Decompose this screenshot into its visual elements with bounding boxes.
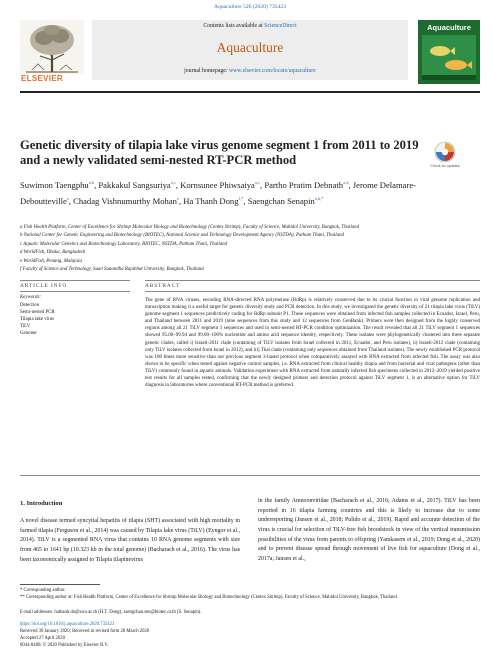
keyword: Tilapia lake virus	[20, 317, 55, 322]
affiliation: a Fish Health Platform, Center of Excellence for Shrimp Molecular Biology and Biotechnology (Centex Shrimp), Faculty of Science, Mahidol University, Bangkok, Thailand	[20, 225, 360, 230]
affiliation: d WorldFish, Dhaka, Bangladesh	[20, 250, 86, 256]
author-list	[20, 176, 460, 208]
keyword-list	[20, 302, 55, 337]
affiliation: f Faculty of Science and Technology, Suan Sunandha Rajabhat University, Bangkok, Thailand	[20, 267, 204, 273]
header-rule	[20, 91, 480, 93]
received-dates: Received 30 January 2020; Received in revised form 28 March 2020	[20, 629, 150, 634]
footnote-corresponding: * Corresponding author.	[20, 588, 66, 593]
publisher-wordmark: ELSEVIER	[21, 74, 63, 83]
keyword: Semi-nested PCR	[20, 310, 55, 315]
article-title: Genetic diversity of tilapia lake virus genome segment 1 from 2011 to 2019 and a newly validated semi-nested RT-PCR method	[20, 138, 419, 167]
author[interactable]: Saengchan Senapin$^{a,b,*}$	[247, 195, 324, 206]
journal-masthead	[20, 20, 480, 84]
article-info-rule-top	[20, 280, 130, 281]
abstract-rule	[145, 291, 480, 292]
crossmark-badge[interactable]	[430, 140, 460, 174]
journal-title: Aquaculture	[216, 40, 284, 55]
homepage-line	[92, 68, 408, 74]
abstract-heading: ABSTRACT	[145, 283, 181, 289]
footnote-rule	[20, 584, 100, 585]
accepted-date: Accepted 27 April 2020	[20, 636, 65, 641]
homepage-prefix: journal homepage:	[184, 68, 229, 74]
cover-title: Aquaculture	[427, 23, 471, 32]
keywords-label: Keywords:	[20, 295, 42, 300]
abstract-rule-top	[145, 280, 480, 281]
affiliation: c Aquatic Molecular Genetics and Biotechnology Laboratory, BIOTEC, NSTDA, Pathum Thani, Thailand	[20, 241, 228, 247]
journal-info-box	[92, 20, 408, 80]
footnote-corresponding-address: ** Corresponding author at: Fish Health Platform, Center of Excellence for Shrimp Molecular Biology and Biotechnology (Centex Shrimp), Faculty of Science, Mahidol University, Bangkok, Thailand.	[20, 595, 398, 600]
article-info-heading: ARTICLE INFO	[20, 283, 68, 289]
keyword: Genome	[20, 331, 37, 336]
introduction-right-column: in the family Amnoonviridae (Bacharach et al., 2016; Adams et al., 2017). TiLV has been reported in 16 tilapia farming countries and this is likely to increase due to some underreporting (Jansen et al., 2018; Pulido et al., 2019). Rapid and accurate detection of the virus is crucial for selection of TiLV-free fish broodstock in view of the vertical transmission possibilities of the virus from parents to offspring (Yamkasem et al., 2019; Dong et al., 2020) and to prevent disease spread through movement of live fish for aquaculture (Dong et al., 2017a; Jansen et al.,	[258, 498, 480, 562]
author[interactable]: Suwimon Taengphu$^{a,b}$,	[20, 179, 97, 190]
affiliation-list	[20, 224, 460, 274]
author[interactable]: Kornsunee Phiwsaiya$^{a,c}$,	[180, 179, 263, 190]
homepage-link[interactable]: www.elsevier.com/locate/aquaculture	[228, 68, 316, 74]
author[interactable]: Ha Thanh Dong$^{f,*}$,	[183, 195, 246, 206]
check-for-updates-icon	[430, 140, 460, 174]
abstract-bottom-rule	[20, 475, 480, 476]
footnote-emails: E-mail addresses: hathanh.do@ssru.ac.th (H.T. Dong), saengchan.sen@biotec.or.th (S. Senapin).	[20, 610, 202, 615]
contents-prefix: Contents lists available at	[203, 23, 265, 29]
affiliation: b National Center for Genetic Engineering and Biotechnology (BIOTEC), National Science and Technology Development Agency (NSTDA), Pathum Thani, Thailand	[20, 233, 344, 239]
cover-art-icon	[422, 35, 476, 80]
author[interactable]: Jerome Delamare-Deboutteville$^e$,	[20, 179, 417, 206]
journal-cover-thumbnail	[418, 20, 480, 84]
contents-line	[92, 23, 408, 29]
author[interactable]: Chadag Vishnumurthy Mohan$^e$,	[73, 195, 182, 206]
author[interactable]: Partho Pratim Debnath$^{a,d}$,	[264, 179, 351, 190]
sciencedirect-link[interactable]: ScienceDirect	[264, 23, 297, 29]
journal-citation[interactable]: Aquaculture 526 (2020) 735423	[214, 4, 286, 10]
keyword: Detection	[20, 303, 40, 308]
affiliation: e WorldFish, Penang, Malaysia	[20, 258, 82, 264]
author[interactable]: Pakkakul Sangsuriya$^{a,c}$,	[98, 179, 179, 190]
issn-copyright: 0044-8486/ © 2020 Published by Elsevier B.V.	[20, 643, 109, 648]
doi-link[interactable]: https://doi.org/10.1016/j.aquaculture.2020.735423	[20, 622, 115, 627]
elsevier-tree-icon	[20, 20, 84, 74]
crossmark-label: Check for updates	[430, 164, 460, 168]
keyword: TiLV	[20, 324, 31, 329]
introduction-heading: 1. Introduction	[20, 500, 63, 507]
abstract-text: The gene of RNA viruses, encoding RNA-directed RNA polymerase (RdRp) is relatively conserved due to its crucial function in viral genome replication and transcription making it a useful target for genetic diversity study and PCR detection. In this study, we investigated the genetic diversity of 21 tilapia lake virus (TiLV) genome segment 1 sequences predictively coding for RdRp subunit P1. These sequences were obtained from infected fish samples collected in Ecuador, Israel, Peru, and Thailand between 2011 and 2019 (nine sequences from this study and 12 sequences from GenBank). Primers were then designed from the highly conserved regions among all 21 TiLV segment 1 sequences and used in semi-nested RT-PCR condition optimization. The result revealed that all 21 TiLV segment 1 sequences showed 95.00–99.94 and 99.00–100% nucleotide and amino acid sequence identity, respectively. These isolates were phylogenetically clustered into three separate genetic clades, called i) Israeli-2011 clade (containing of TiLV isolates from Israel collected in 2011, Ecuador, and Peru isolates), ii) Israeli-2012 clade (containing only TiLV isolates collected from Israel in 2012), and iii) Thai clade (containing only sequences obtained from Thailand isolates). The newly established PCR protocol was 100 times more sensitive than our previous segment 3-based protocol when comparatively assayed with RNA extracted from infected fish. The assay was also shown to be specific when tested against negative control samples, i.e. RNA extracted from clinical healthy tilapia and from bacterial and viral pathogens (other than TiLV) commonly found in aquatic animals. Validation experiment with RNA extracted from naturally infected fish specimens collected in 2013–2019 yielded positive test results for all samples tested, confirming that the newly designed primers and detection protocol against TiLV segment 1, is an alternative option for TiLV diagnosis in laboratories where conventional RT-PCR method is preferred.	[145, 298, 480, 389]
article-info-rule	[20, 291, 130, 292]
introduction-left-column: A novel disease termed syncytial hepatitis of tilapia (SHT) associated with high mortality in farmed tilapia (Ferguson et al., 2014) was caused by Tilapia lake virus (TiLV) (Eyngor et al., 2014). TiLV is a segmented RNA virus that contains 10 RNA genome segments with size from 465 to 1641 bp (10.323 kb in the total genome) (Bacharach et al., 2016). The virus has been taxonomically assigned to Tilapia tilapinevirus	[20, 518, 240, 563]
elsevier-logo	[20, 20, 84, 84]
